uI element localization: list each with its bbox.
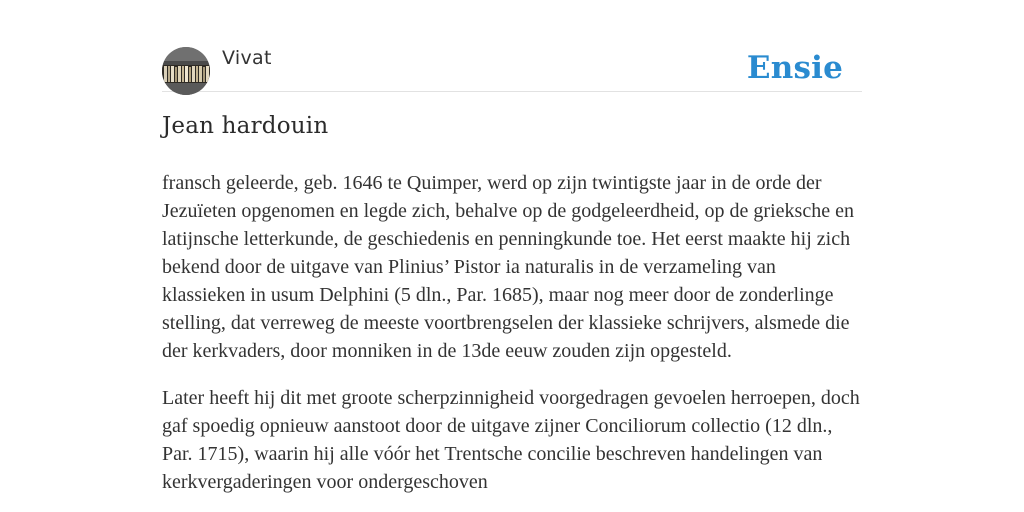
article-title: Jean hardouin bbox=[162, 113, 329, 139]
article-body bbox=[162, 169, 862, 512]
bookshelf-photo-icon bbox=[162, 47, 210, 95]
source-avatar[interactable] bbox=[162, 47, 210, 95]
ensie-logo[interactable]: Ensie bbox=[746, 50, 843, 86]
article-header bbox=[162, 46, 862, 92]
article-paragraph-2: Later heeft hij dit met groote scherpzinnigheid voorgedragen gevoelen herroepen, doch gaf spoedig opnieuw aanstoot door de uitgave zijner Conciliorum collectio (12 dln., Par. 1715), waarin hij alle vóór het Trentsche concilie beschreven handelingen van kerkvergaderingen voor ondergeschoven bbox=[162, 387, 860, 493]
source-name[interactable]: Vivat bbox=[222, 47, 272, 69]
article-paragraph-1: fransch geleerde, geb. 1646 te Quimper, werd op zijn twintigste jaar in de orde der Jezuïeten opgenomen en legde zich, behalve op de godgeleerdheid, op de grieksche en latijnsche letterkunde, de geschiedenis en penningkunde toe. Het eerst maakte hij zich bekend door de uitgave van Plinius’ Pistor ia naturalis in de verzameling van klassieken in usum Delphini (5 dln., Par. 1685), maar nog meer door de zonderlinge stelling, dat verreweg de meeste voortbrengselen der klassieke schrijvers, alsmede die der kerkvaders, door monniken in de 13de eeuw zouden zijn opgesteld. bbox=[162, 172, 854, 362]
